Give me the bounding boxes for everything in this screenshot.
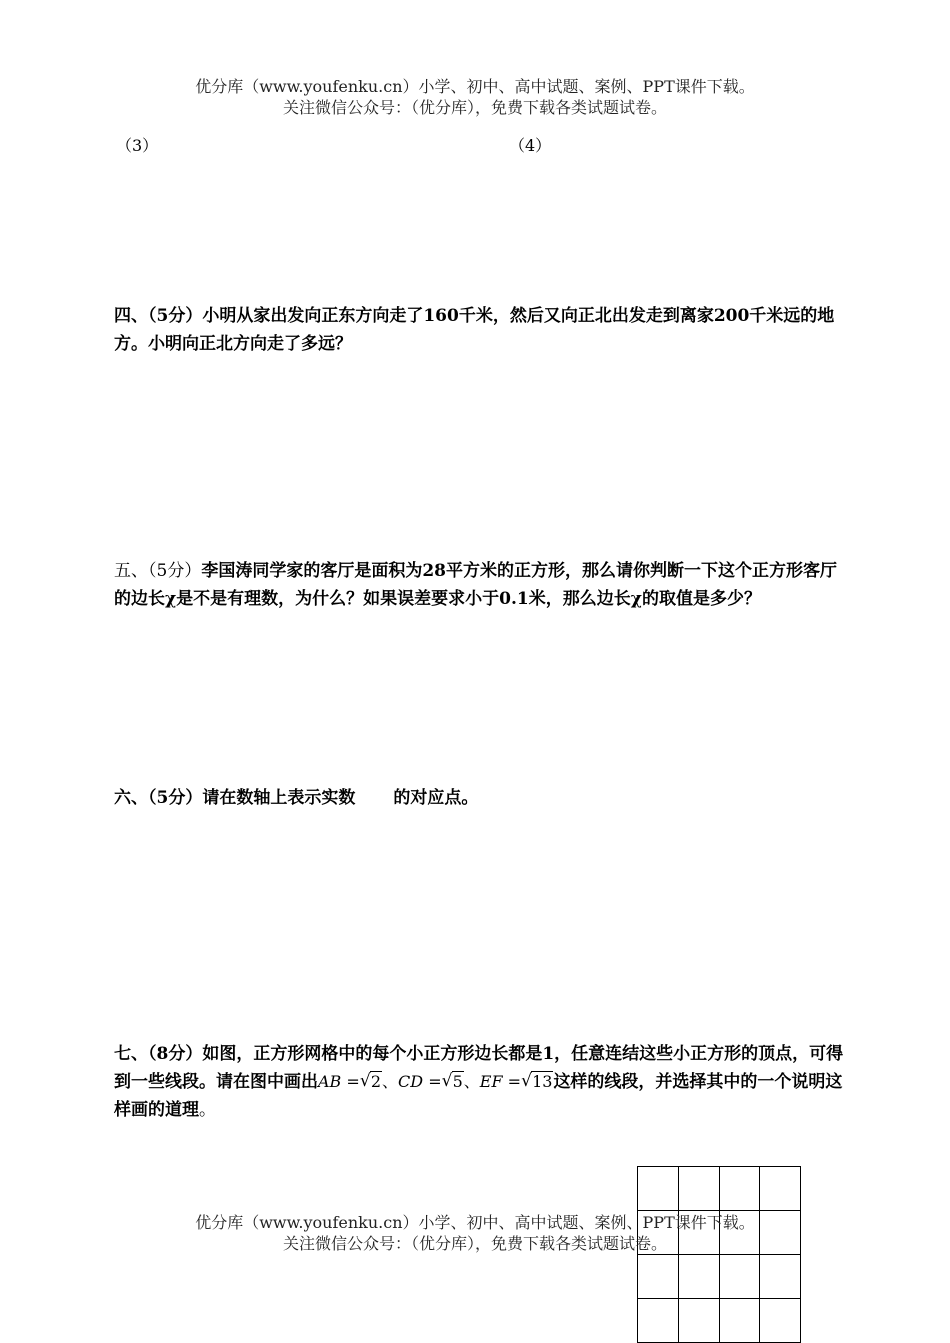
question-7-text-a: 七、（8分）如图，正方形网格中的每个小正方形边长都是1，任意连结这些小正方形的顶点，可得到一些线段。请在图中画出	[114, 1044, 844, 1092]
grid-cell	[719, 1299, 760, 1343]
question-5-prefix: 五、（5分）	[114, 561, 202, 581]
grid-cell	[719, 1167, 760, 1211]
question-7-text-end: 。	[199, 1100, 216, 1120]
grid-cell	[678, 1255, 719, 1299]
header-bottom-line1: 优分库（www.youfenku.cn）小学、初中、高中试题、案例、PPT课件下载。	[195, 1213, 755, 1232]
square-grid-figure	[637, 1166, 801, 1343]
question-5-var-2: χ	[630, 589, 642, 609]
sqrt-5	[442, 1068, 464, 1096]
ab-radicand: 2	[370, 1072, 381, 1091]
question-7	[114, 1040, 849, 1124]
question-5	[114, 557, 839, 613]
grid-row	[638, 1167, 801, 1211]
grid-cell	[638, 1255, 679, 1299]
grid-cell	[678, 1299, 719, 1343]
grid-cell	[760, 1167, 801, 1211]
sqrt-13	[521, 1068, 553, 1096]
question-6-text-b: 的对应点。	[393, 788, 479, 808]
ef-label: EF	[479, 1072, 503, 1091]
header-top-line1: 优分库（www.youfenku.cn）小学、初中、高中试题、案例、PPT课件下载。	[195, 77, 755, 96]
grid-cell	[760, 1255, 801, 1299]
question-5-text-b: 是不是有理数，为什么？如果误差要求小于0.1米，那么边长	[176, 589, 631, 609]
question-5-text-a: 李国涛同学家的客厅是面积为28平方米的正方形，那么请你判断一下这个正方形客厅的边长	[114, 561, 837, 609]
formula-ab	[318, 1072, 382, 1091]
grid-cell	[678, 1167, 719, 1211]
formula-cd	[398, 1072, 464, 1091]
grid-cell	[719, 1255, 760, 1299]
cd-label: CD	[398, 1072, 424, 1091]
question-7-text-b: 这样的线段，并选择其中的一个说明这样画的道理	[114, 1072, 843, 1120]
question-5-text-c: 的取值是多少？	[641, 589, 761, 609]
cd-radicand: 5	[452, 1072, 463, 1091]
header-bottom-line2: 关注微信公众号：（优分库），免费下载各类试题试卷。	[282, 1234, 667, 1253]
formula-ef	[480, 1072, 554, 1091]
sep-2: 、	[463, 1072, 480, 1091]
sep-1: 、	[382, 1072, 399, 1091]
grid-cell	[760, 1299, 801, 1343]
question-6-text-a: 六、（5分）请在数轴上表示实数	[114, 788, 356, 808]
grid-row	[638, 1299, 801, 1343]
sub-label-3: （3）	[116, 136, 159, 155]
question-5-var-1: χ	[165, 589, 177, 609]
ef-radicand: 13	[532, 1072, 553, 1091]
sub-label-4: （4）	[509, 136, 552, 155]
ab-label: AB	[318, 1072, 342, 1091]
sqrt-2	[360, 1068, 382, 1096]
grid-cell	[638, 1299, 679, 1343]
question-6	[114, 784, 839, 812]
grid-cell	[638, 1167, 679, 1211]
grid-row	[638, 1255, 801, 1299]
cd-eq: =	[428, 1072, 442, 1091]
ef-eq: =	[507, 1072, 522, 1091]
header-top-line2: 关注微信公众号：（优分库），免费下载各类试题试卷。	[282, 98, 667, 117]
ab-eq: =	[346, 1072, 360, 1091]
question-4: 四、（5分）小明从家出发向正东方向走了160千米，然后又向正北出发走到离家200千米远的地方。小明向正北方向走了多远？	[114, 306, 835, 354]
